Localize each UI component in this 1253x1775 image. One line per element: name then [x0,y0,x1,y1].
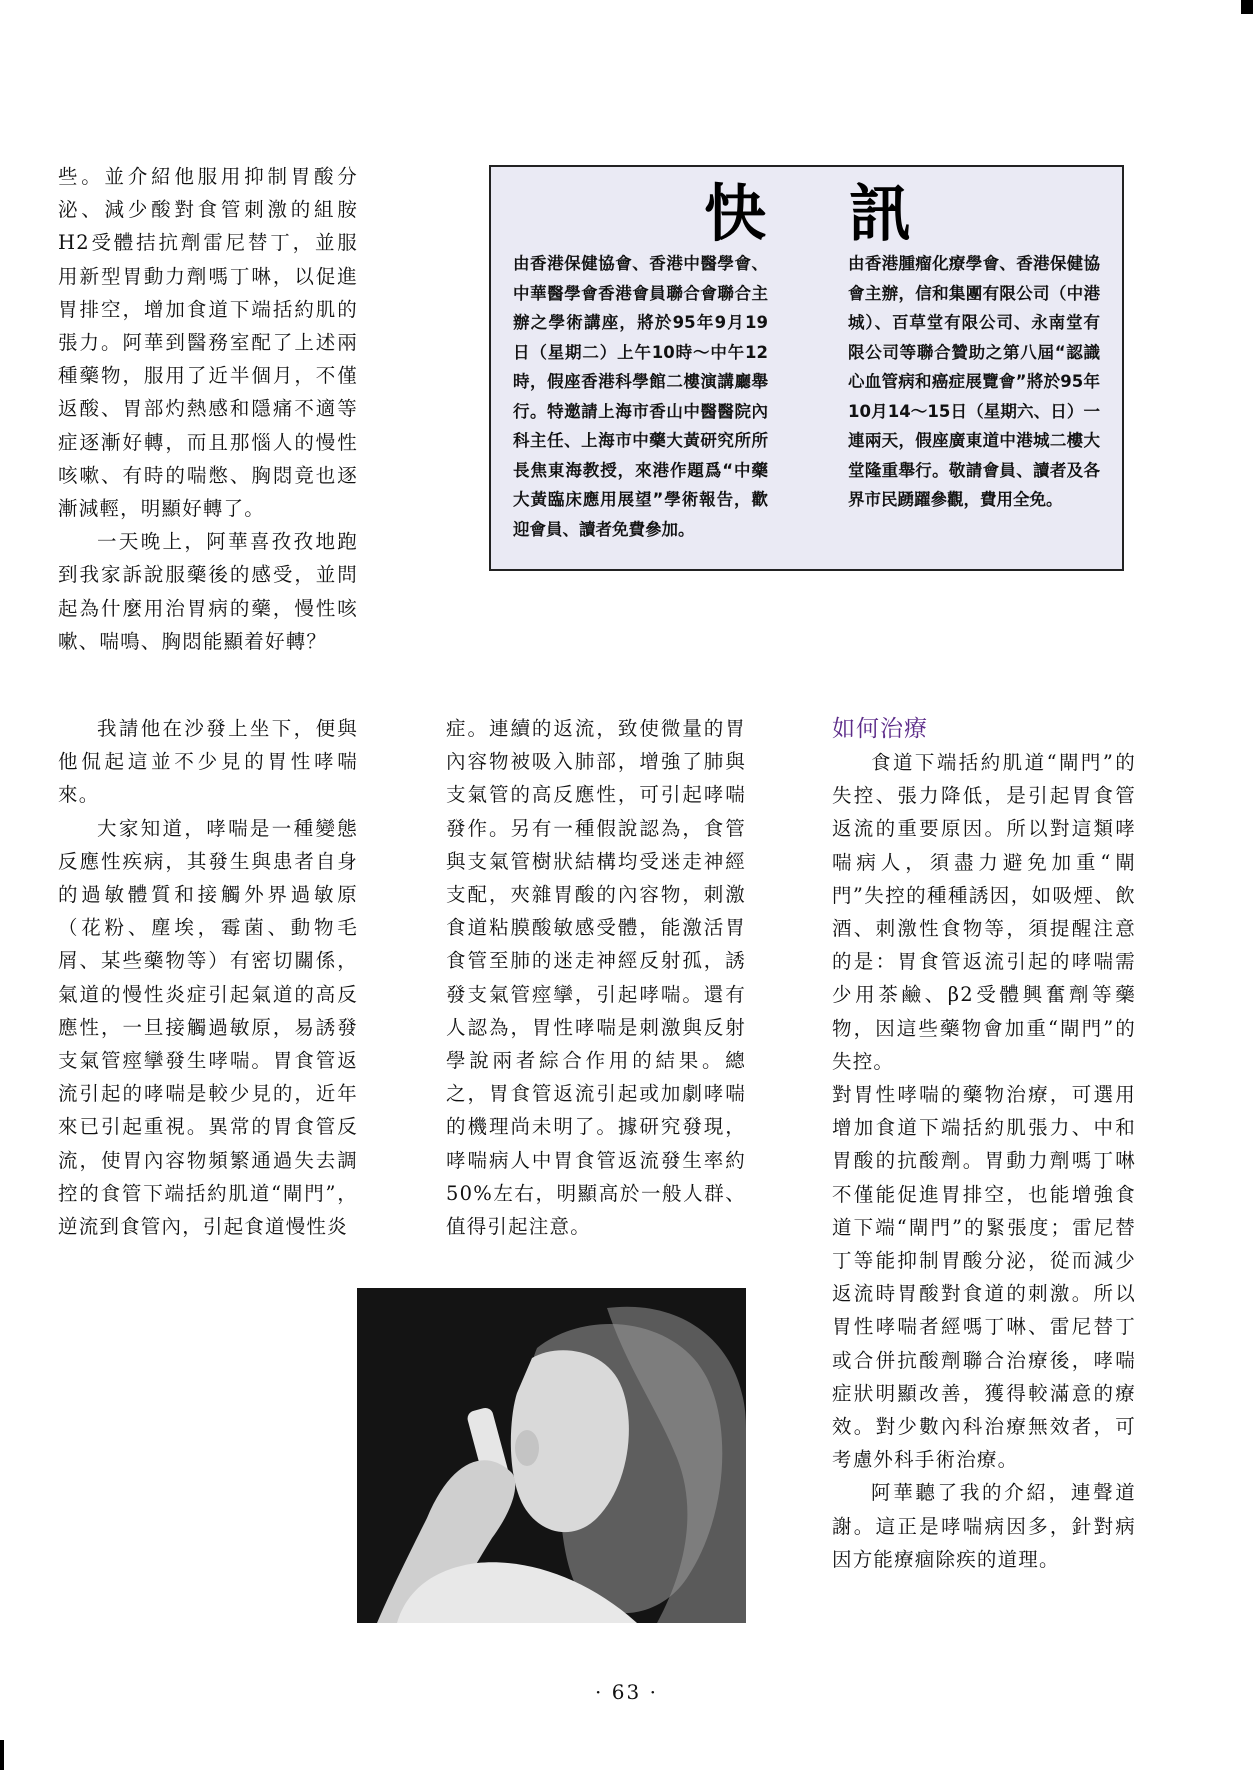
photo-woman-using-inhaler [357,1288,746,1623]
article-column-2 [446,712,746,1243]
paragraph: 對胃性哮喘的藥物治療，可選用增加食道下端括約肌張力、中和胃酸的抗酸劑。胃動力劑嗎丁啉不僅能促進胃排空，也能增強食道下端“閘門”的緊張度；雷尼替丁等能抑制胃酸分泌，從而減少返流時胃酸對食道的刺激。所以胃性哮喘者經嗎丁啉、雷尼替丁或合併抗酸劑聯合治療後，哮喘症狀明顯改善，獲得較滿意的療效。對少數內科治療無效者，可考慮外科手術治療。 [832,1083,1136,1472]
page-number: · 63 · [595,1680,658,1704]
article-column-1-bottom [58,712,358,1243]
scan-corner-mark [1241,0,1253,14]
article-column-1-top [58,160,358,658]
news-left-item: 由香港保健協會、香港中醫學會、中華醫學會香港會員聯合會聯合主辦之學術講座，將於95年9月19日（星期二）上午10時～中午12時，假座香港科學館二樓演講廳舉行。特邀請上海市香山中醫醫院內科主任、上海市中藥大黃研究所所長焦東海教授，來港作題爲“中藥大黃臨床應用展望”學術報告，歡迎會員、讀者免費參加。 [513,254,768,539]
news-title-char-2: 訊 [849,177,912,250]
paragraph: 阿華聽了我的介紹，連聲道謝。這正是哮喘病因多，針對病因方能療痼除疾的道理。 [832,1481,1136,1571]
paragraph: 些。並介紹他服用抑制胃酸分泌、減少酸對食管刺激的組胺H2受體拮抗劑雷尼替丁，並服用新型胃動力劑嗎丁啉，以促進胃排空，增加食道下端括約肌的張力。阿華到醫務室配了上述兩種藥物，服用了近半個月，不僅返酸、胃部灼熱感和隱痛不適等症逐漸好轉，而且那惱人的慢性咳嗽、有時的喘憋、胸悶竟也逐漸減輕，明顯好轉了。 [58,165,358,521]
paragraph: 我請他在沙發上坐下，便與他侃起這並不少見的胃性哮喘來。 [58,717,358,807]
scan-edge-mark [0,1740,4,1770]
news-right-item: 由香港腫瘤化療學會、香港保健協會主辦，信和集團有限公司（中港城）、百草堂有限公司、永南堂有限公司等聯合贊助之第八屆“認識心血管病和癌症展覽會”將於95年10月14～15日（星期六、日）一連兩天，假座廣東道中港城二樓大堂隆重舉行。敬請會員、讀者及各界市民踴躍參觀，費用全免。 [848,254,1100,509]
news-title-char-1: 快 [704,177,767,250]
paragraph: 大家知道，哮喘是一種變態反應性疾病，其發生與患者自身的過敏體質和接觸外界過敏原（花粉、塵埃，霉菌、動物毛屑、某些藥物等）有密切關係，氣道的慢性炎症引起氣道的高反應性，一旦接觸過敏原，易誘發支氣管痙攣發生哮喘。胃食管返流引起的哮喘是較少見的，近年來已引起重視。異常的胃食管反流，使胃內容物頻繁通過失去調控的食管下端括約肌道“閘門”，逆流到食管內，引起食道慢性炎 [58,816,358,1239]
news-flash-box [489,165,1124,571]
paragraph: 一天晚上，阿華喜孜孜地跑到我家訴說服藥後的感受，並問起為什麼用治胃病的藥，慢性咳嗽、喘鳴、胸悶能顯着好轉？ [58,530,358,653]
paragraph: 食道下端括約肌道“閘門”的失控、張力降低，是引起胃食管返流的重要原因。所以對這類哮喘病人，須盡力避免加重“閘門”失控的種種誘因，如吸煙、飲酒、刺激性食物等，須提醒注意的是：胃食管返流引起的哮喘需少用茶鹼、β2受體興奮劑等藥物，因這些藥物會加重“閘門”的失控。 [832,751,1136,1073]
article-column-3 [832,746,1136,1576]
section-heading: 如何治療 [832,716,928,742]
paragraph: 症。連續的返流，致使微量的胃內容物被吸入肺部，增強了肺與支氣管的高反應性，可引起哮喘發作。另有一種假說認為，食管與支氣管樹狀結構均受迷走神經支配，夾雜胃酸的內容物，刺激食道粘膜酸敏感受體，能激活胃食管至肺的迷走神經反射孤，誘發支氣管痙攣，引起哮喘。還有人認為，胃性哮喘是刺激與反射學說兩者綜合作用的結果。總之，胃食管返流引起或加劇哮喘的機理尚未明了。據研究發現，哮喘病人中胃食管返流發生率約50%左右，明顯高於一般人群、值得引起注意。 [446,717,746,1239]
inhaler-photo-illustration [357,1288,746,1623]
